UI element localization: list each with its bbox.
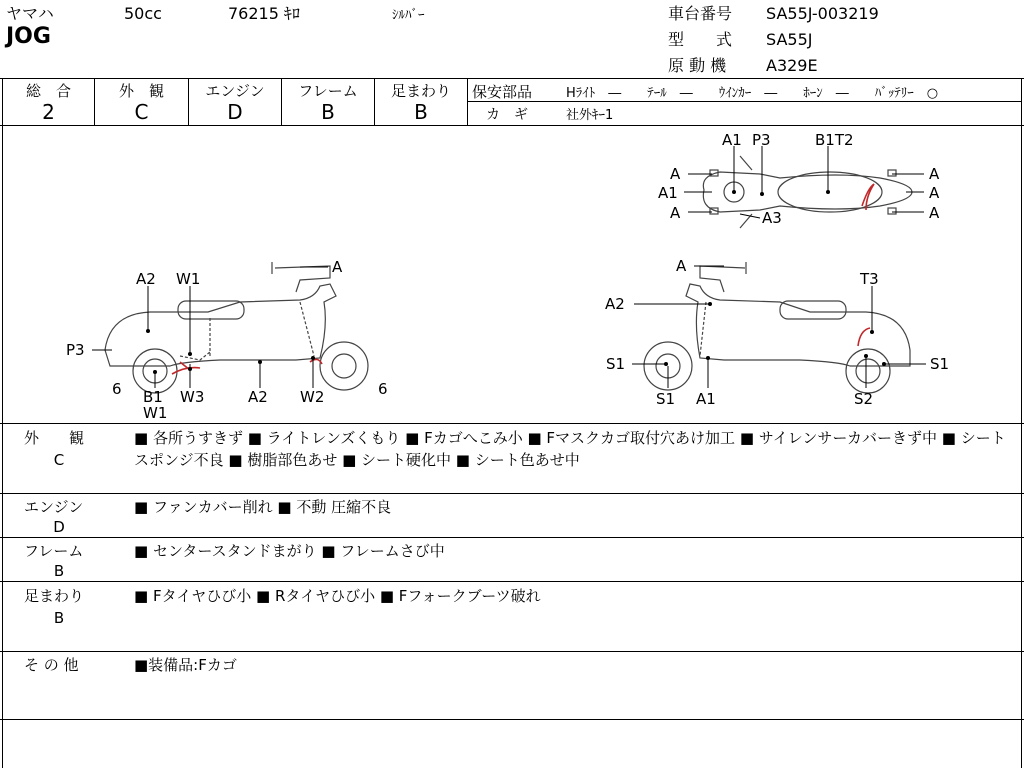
diagram-label: S2 (854, 390, 874, 408)
diagram-label: 6 (378, 380, 388, 398)
diagram-label: B1T2 (815, 131, 854, 149)
divider (0, 78, 1024, 79)
diagram-label: P3 (752, 131, 771, 149)
frame-section-grade: B (53, 562, 65, 580)
divider (0, 651, 1024, 652)
suspension-section-title: 足まわり (24, 587, 85, 605)
frame-number-value: SA55J-003219 (766, 4, 879, 23)
type-label: 型 式 (668, 30, 733, 49)
body-color: ｼﾙﾊﾞｰ (392, 8, 425, 23)
diagram-label: A (929, 184, 940, 202)
divider (467, 101, 1022, 102)
diagram-label: W1 (176, 270, 201, 288)
key-label: カ ギ (486, 107, 528, 123)
type-value: SA55J (766, 30, 813, 49)
suspension-section-grade: B (53, 609, 65, 627)
frame-section-notes: ■ センタースタンドまがり ■ フレームさび中 (134, 542, 445, 560)
engine-grade-label: エンジン (205, 82, 265, 100)
diagram-label: P3 (66, 341, 85, 359)
diagram-label: W1 (143, 404, 168, 422)
key-value: 社外ｷｰ1 (566, 108, 614, 123)
diagram-label: W2 (300, 388, 325, 406)
diagram-label: W3 (180, 388, 205, 406)
diagram-label: S1 (930, 355, 950, 373)
overall-grade-label: 総 合 (25, 82, 71, 100)
divider (0, 581, 1024, 582)
frame-section-title: フレーム (24, 542, 84, 560)
diagram-label: A1 (722, 131, 742, 149)
diagram-label: A1 (658, 184, 678, 202)
diagram-label: A1 (696, 390, 716, 408)
engine-section-title: エンジン (24, 498, 84, 516)
frame-grade-value: B (321, 100, 335, 124)
engine-model-value: A329E (766, 56, 818, 75)
exterior-grade-label: 外 観 (118, 82, 164, 100)
diagram-label: S1 (656, 390, 676, 408)
diagram-label: T3 (860, 270, 879, 288)
safety-parts-items: Hﾗｲﾄ ― ﾃｰﾙ ― ｳｲﾝｶｰ ― ﾎｰﾝ ― ﾊﾞｯﾃﾘｰ ○ (566, 86, 939, 101)
frame-grade-label: フレーム (298, 82, 358, 100)
engine-section-grade: D (53, 518, 65, 536)
diagram-label: A (929, 165, 940, 183)
engine-section-notes: ■ ファンカバー削れ ■ 不動 圧縮不良 (134, 498, 392, 516)
damage-diagram (0, 126, 1024, 423)
mileage: 76215 ｷﾛ (228, 4, 300, 23)
diagram-label: A (332, 258, 343, 276)
suspension-grade-label: 足まわり (390, 82, 451, 100)
diagram-label: A (676, 257, 687, 275)
other-section-notes: ■装備品:Fカゴ (134, 656, 237, 674)
diagram-label: B1 (143, 388, 163, 406)
engine-model-label: 原 動 機 (668, 56, 727, 75)
maker-name: ヤマハ (6, 4, 54, 23)
diagram-label: A (670, 204, 681, 222)
divider (0, 423, 1024, 424)
exterior-section-grade: C (53, 451, 65, 469)
diagram-label: A2 (248, 388, 268, 406)
engine-grade-value: D (227, 100, 243, 124)
other-section-title: そ の 他 (24, 656, 79, 674)
displacement: 50cc (124, 4, 162, 23)
divider (0, 537, 1024, 538)
suspension-grade-value: B (414, 100, 428, 124)
model-name: JOG (6, 24, 51, 49)
exterior-section-notes: ■ 各所うすきず ■ ライトレンズくもり ■ Fカゴへこみ小 ■ Fマスクカゴ取付穴あけ加工 ■ サイレンサーカバーきず中 ■ シートスポンジ不良 ■ 樹脂部色あせ ■ シート硬化中 ■ シート色あせ中 (134, 429, 1006, 469)
diagram-label: A3 (762, 209, 782, 227)
overall-grade-value: 2 (42, 100, 55, 124)
diagram-label: A2 (605, 295, 625, 313)
frame-number-label: 車台番号 (668, 4, 733, 23)
exterior-section-title: 外 観 (24, 429, 85, 447)
suspension-section-notes: ■ Fタイヤひび小 ■ Rタイヤひび小 ■ Fフォークブーツ破れ (134, 587, 541, 605)
diagram-label: S1 (606, 355, 626, 373)
safety-parts-title: 保安部品 (472, 83, 533, 101)
divider (0, 719, 1024, 720)
divider (0, 493, 1024, 494)
diagram-label: 6 (112, 380, 122, 398)
diagram-label: A2 (136, 270, 156, 288)
exterior-grade-value: C (134, 100, 149, 124)
diagram-label: A (670, 165, 681, 183)
damage-mark (858, 328, 870, 346)
diagram-label: A (929, 204, 940, 222)
